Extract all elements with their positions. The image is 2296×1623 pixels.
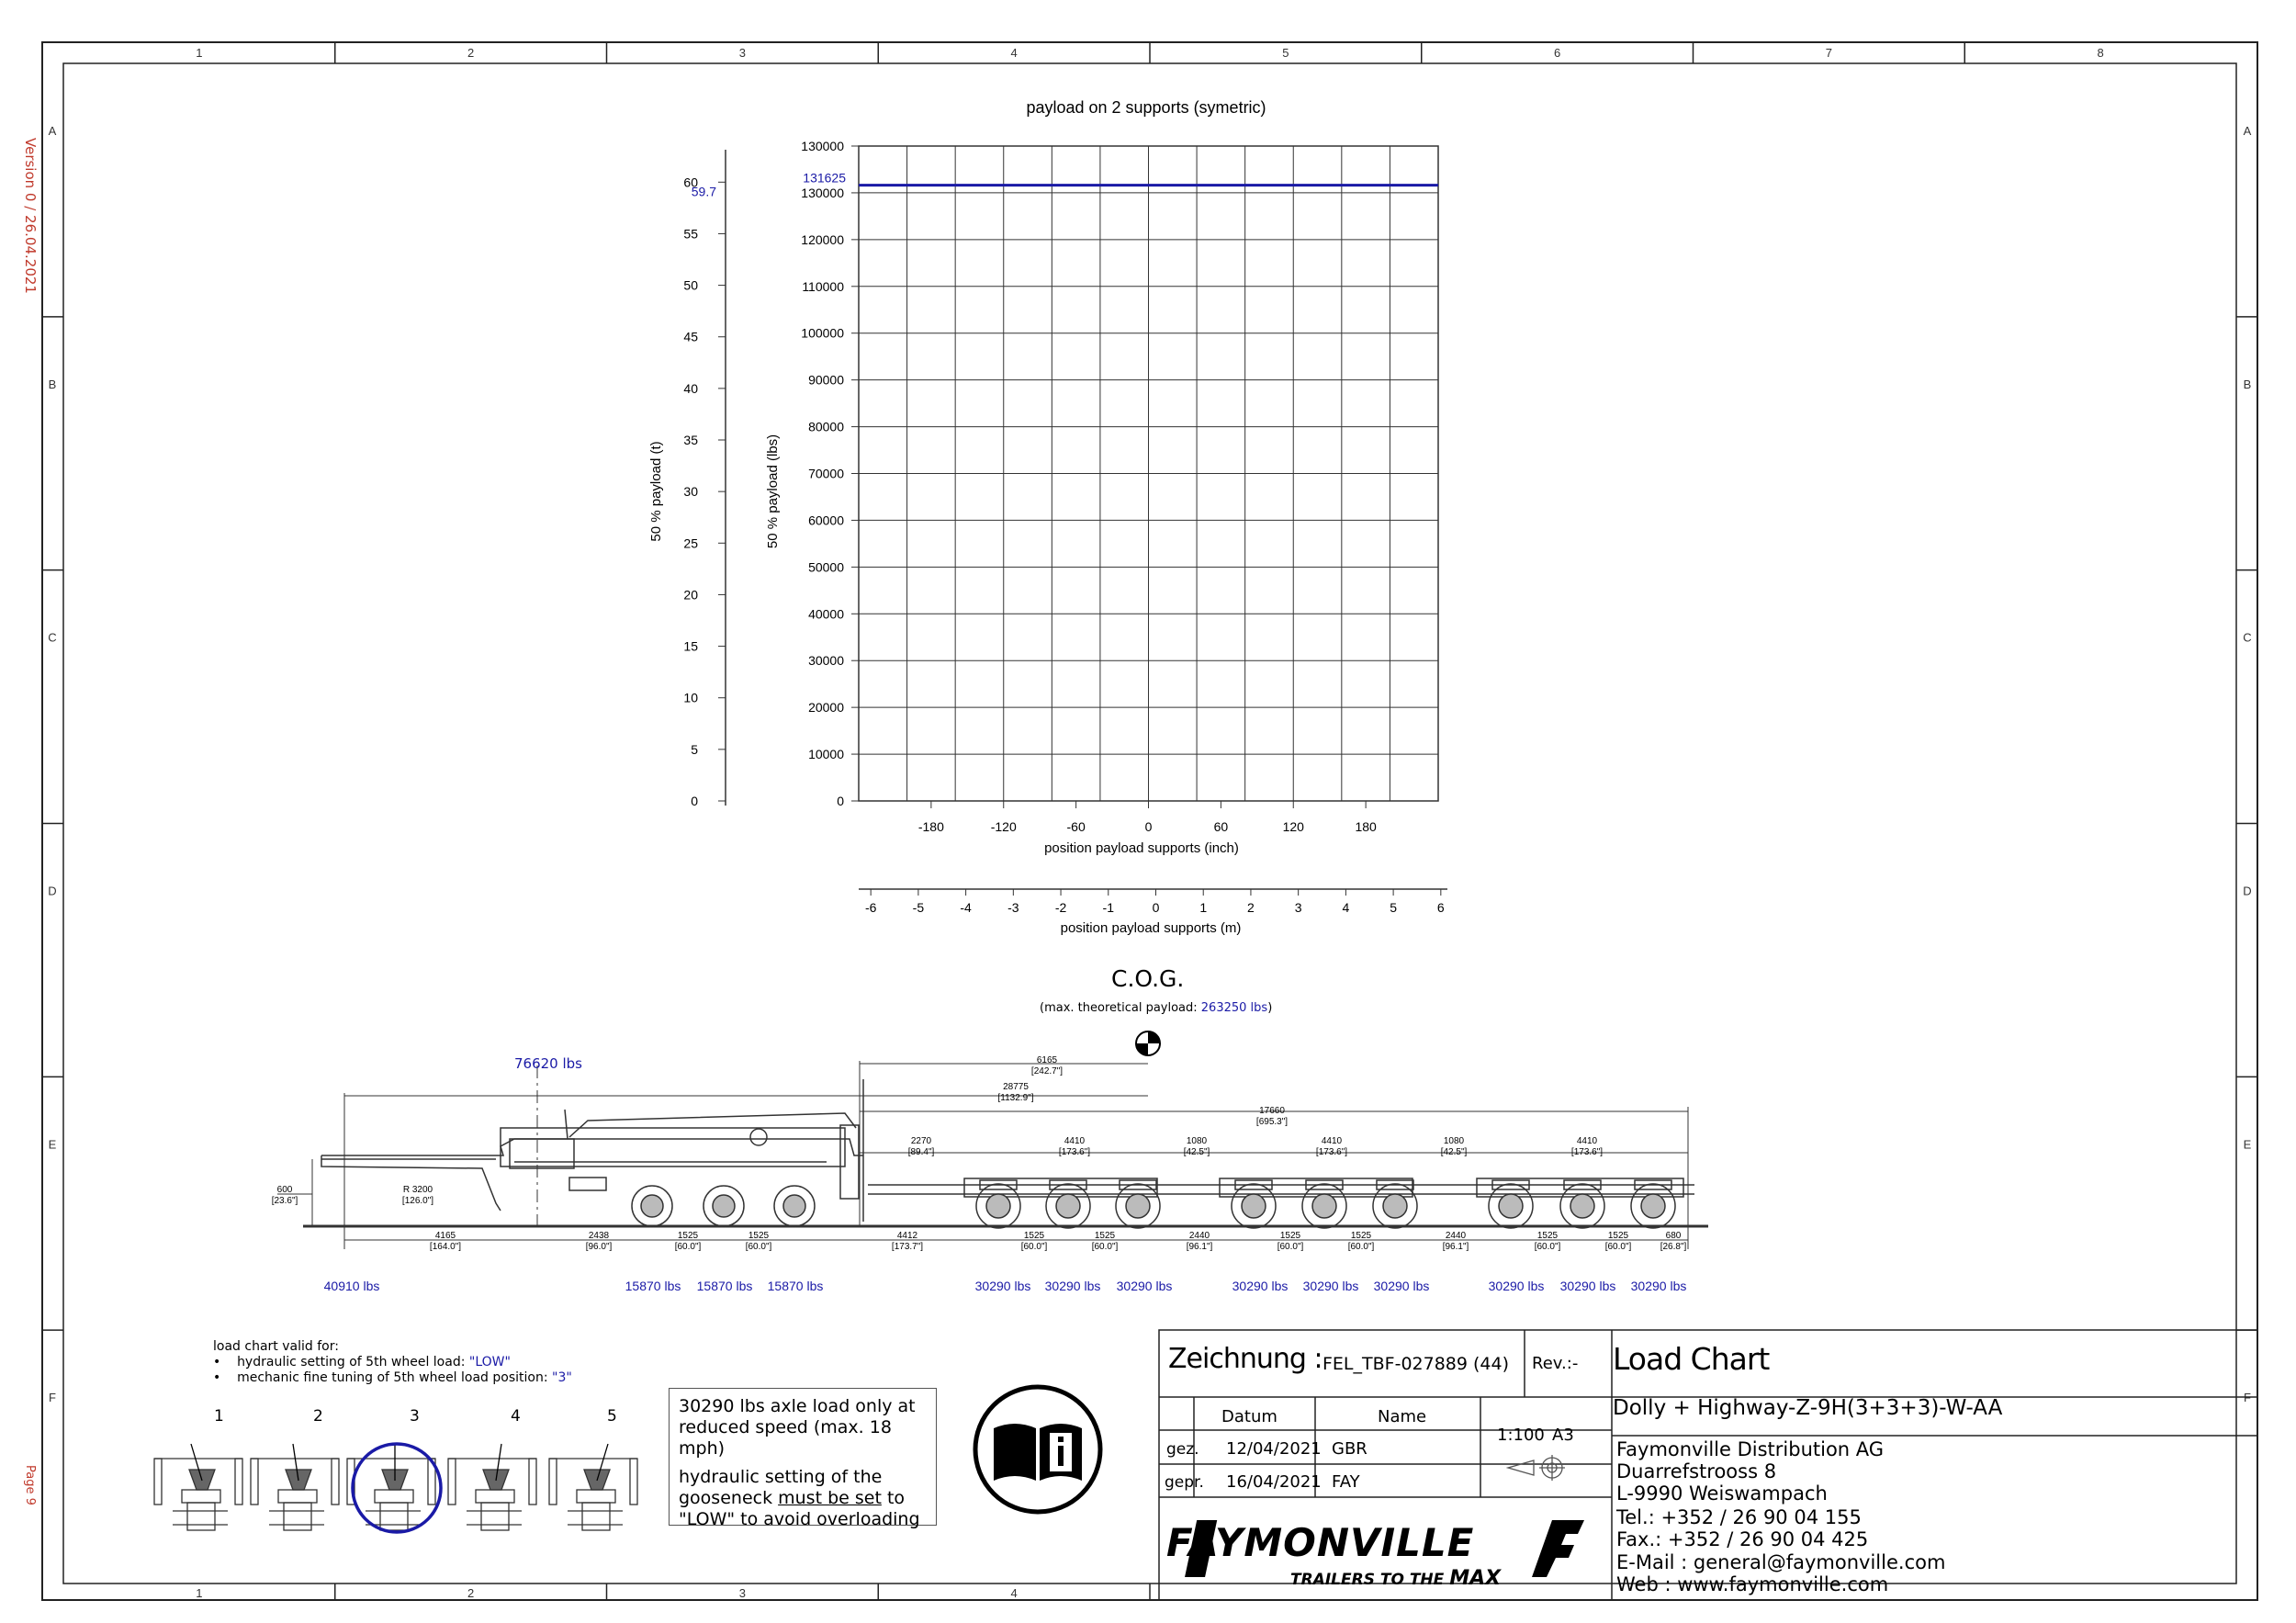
doc-title: Load Chart [1613,1341,1770,1377]
dimension-label: 4410 [1064,1136,1086,1146]
frame-col-label-top: 1 [196,46,203,60]
t-tick-label: 60 [683,175,698,190]
m-tick-label: 6 [1436,900,1445,915]
y-tick-label: 30000 [808,653,844,669]
x-tick-label: -180 [917,819,944,834]
company-web: Web : www.faymonville.com [1616,1573,1889,1595]
axle-load-trailer: 30290 lbs [1116,1279,1173,1293]
frame-col-label-bottom: 3 [738,1586,746,1600]
dimension-label: [42.5"] [1440,1147,1468,1157]
company-street: Duarrefstrooss 8 [1616,1460,1777,1482]
frame-row-label-left: B [48,377,57,391]
dimension-label: [1132.9"] [997,1093,1034,1103]
dimension-label: 2438 [588,1231,610,1241]
m-tick-label: -3 [1007,900,1019,915]
dimension-label: R 3200 [402,1185,433,1195]
frame-row-label-left: A [48,123,57,138]
t-tick-label: 0 [691,794,698,808]
m-tick-label: -6 [864,900,877,915]
m-tick-label: 4 [1342,900,1350,915]
m-tick-label: 0 [1152,900,1160,915]
dimension-label: 1525 [1607,1231,1629,1241]
valid-for-heading: load chart valid for: [213,1339,339,1354]
frame-col-label-bottom: 2 [467,1586,475,1600]
y-tick-label: 10000 [808,747,844,762]
dimension-label: [126.0"] [401,1196,434,1206]
chart-x-label: position payload supports (inch) [1044,840,1239,856]
x-tick-label: 180 [1355,819,1377,834]
fifth-wheel-position-4 [448,1444,536,1530]
position-label-3: 3 [410,1407,420,1426]
doc-subtitle: Dolly + Highway-Z-9H(3+3+3)-W-AA [1613,1396,2003,1420]
fifth-wheel-position-3 [347,1444,435,1530]
speed-note-box [669,1388,937,1529]
dimension-label: [173.7"] [891,1242,924,1252]
m-tick-label: 2 [1247,900,1255,915]
gez-label: gez. [1166,1440,1199,1459]
drawing-number: FEL_TBF-027889 (44) [1322,1354,1510,1374]
position-label-4: 4 [511,1407,521,1426]
company-name: Faymonville Distribution AG [1616,1438,1885,1460]
x-tick-label: 0 [1144,819,1153,834]
gez-date: 12/04/2021 [1226,1439,1322,1459]
axle-load-trailer: 30290 lbs [1044,1279,1101,1293]
frame-row-label-right: A [2243,123,2252,138]
dimension-label: 4410 [1321,1136,1343,1146]
fifth-wheel-diagrams [154,1444,637,1532]
t-tick-label: 15 [683,638,698,654]
position-label-5: 5 [607,1407,617,1426]
y-tick-label: 50000 [808,559,844,575]
max-payload-value: 263250 lbs [1200,1001,1268,1015]
frame-col-label-top: 8 [2097,46,2104,60]
dimension-label: 2440 [1445,1231,1467,1241]
y-tick-label: 60000 [808,513,844,528]
axle-load-dolly: 15870 lbs [625,1279,681,1293]
position-label-2: 2 [313,1407,323,1426]
dolly-king-pin [750,1129,767,1145]
t-tick-label: 10 [683,690,698,705]
dimension-label: [60.0"] [1534,1242,1561,1252]
m-tick-label: -2 [1054,900,1067,915]
m-tick-label: 1 [1199,900,1208,915]
fifth-wheel-position-2 [251,1444,339,1530]
frame-row-label-right: C [2243,630,2252,645]
y-tick-label: 0 [837,794,844,808]
version-text: Version 0 / 26.04.2021 [22,138,39,294]
frame-col-label-top: 4 [1010,46,1018,60]
dimension-label: 1525 [1094,1231,1116,1241]
dimension-label: [60.0"] [1347,1242,1375,1252]
m-tick-label: -5 [912,900,925,915]
frame-row-label-left: D [48,884,57,898]
projection-symbol-icon [1508,1455,1565,1481]
chart-m-label: position payload supports (m) [1060,920,1242,936]
dimension-label: [173.6"] [1315,1147,1348,1157]
frame-col-label-top: 5 [1282,46,1289,60]
chart-x-axis [918,801,1377,834]
axle-load-trailer: 30290 lbs [1630,1279,1687,1293]
kingpin-load: 76620 lbs [514,1055,582,1072]
y-tick-label: 80000 [808,419,844,434]
y-tick-label: 70000 [808,466,844,481]
note-bullet-2: • mechanic fine tuning of 5th wheel load position: "3" [213,1370,572,1385]
fifth-wheel-position-5 [549,1444,637,1530]
t-tick-label: 5 [691,741,698,757]
t-tick-label: 35 [683,433,698,448]
dimension-label: [26.8"] [1660,1242,1687,1252]
page-text: Page 9 [23,1465,37,1505]
chart-grid [859,146,1438,801]
gepr-label: gepr. [1165,1473,1204,1492]
gepr-name: FAY [1332,1472,1360,1492]
axle-load-trailer: 30290 lbs [1373,1279,1430,1293]
dimension-label: [164.0"] [429,1242,462,1252]
dimension-label: 1080 [1443,1136,1465,1146]
dimension-label: [60.0"] [1020,1242,1048,1252]
name-label: Name [1378,1407,1427,1426]
axle-load-dolly: 15870 lbs [767,1279,824,1293]
dimension-label: [173.6"] [1058,1147,1091,1157]
dimension-label: 4410 [1576,1136,1598,1146]
frame-row-label-right: D [2243,884,2252,898]
axle-load-trailer: 30290 lbs [1302,1279,1359,1293]
x-tick-label: -120 [990,819,1017,834]
company-city: L-9990 Weiswampach [1616,1482,1828,1505]
y-tick-label: 90000 [808,372,844,388]
x-tick-label: 60 [1213,819,1229,834]
dimension-label: [242.7"] [1030,1066,1064,1076]
frame-row-label-right: B [2243,377,2252,391]
gooseneck-deck [321,1139,863,1155]
dimension-label: 1525 [1536,1231,1559,1241]
frame-col-label-top: 6 [1554,46,1561,60]
frame-row-label-right: F [2244,1391,2251,1405]
y-tick-label: 130000 [801,185,844,200]
dimension-label: 600 [276,1185,293,1195]
dimension-label: 1525 [677,1231,699,1241]
dimension-label: [23.6"] [271,1196,298,1206]
t-tick-label: 55 [683,226,698,242]
t-tick-label: 30 [683,484,698,500]
frame-row-label-left: F [49,1391,56,1405]
position-label-1: 1 [214,1407,224,1426]
dimension-label: 17660 [1259,1106,1285,1116]
frame-col-label-bottom: 1 [196,1586,203,1600]
fifth-wheel-position-1 [154,1444,242,1530]
dimension-label: 4165 [434,1231,456,1241]
dimension-label: [60.0"] [1091,1242,1119,1252]
frame-row-label-left: C [48,630,57,645]
y-tick-label: 110000 [802,278,844,294]
dimension-label: 1080 [1186,1136,1208,1146]
frame-col-label-bottom: 4 [1010,1586,1018,1600]
x-tick-label: 120 [1282,819,1304,834]
chart-title: payload on 2 supports (symetric) [1026,98,1266,117]
m-tick-label: -1 [1102,900,1115,915]
axle-load-trailer: 30290 lbs [1232,1279,1289,1293]
revision-label: Rev.:- [1532,1354,1579,1373]
dimension-label: 2270 [910,1136,932,1146]
dimension-label: [89.4"] [907,1147,935,1157]
t-tick-label: 20 [683,587,698,603]
y-tick-label: 130000 [801,139,844,153]
axle-load-trailer: 30290 lbs [1559,1279,1616,1293]
x-tick-label: -60 [1066,819,1086,834]
y-tick-label: 20000 [808,700,844,716]
y-max-annotation: 131625 [803,170,846,186]
dimension-label: [60.0"] [745,1242,772,1252]
t-max-annotation: 59.7 [691,184,716,199]
axle-load-front: 40910 lbs [323,1279,380,1293]
chart-y-label: 50 % payload (lbs) [765,434,781,549]
chart-m-axis [859,889,1447,915]
company-fax: Fax.: +352 / 26 90 04 425 [1616,1528,1869,1550]
y-tick-label: 40000 [808,606,844,622]
company-email: E-Mail : general@faymonville.com [1616,1551,1946,1573]
dolly-body [501,1128,845,1167]
dimension-label: [173.6"] [1570,1147,1604,1157]
t-tick-label: 40 [683,380,698,396]
dimension-label: [60.0"] [1277,1242,1304,1252]
dimension-label: 28775 [1003,1082,1029,1092]
dimension-label: 2440 [1188,1231,1210,1241]
frame-col-label-top: 2 [467,46,475,60]
dimension-label: [60.0"] [674,1242,702,1252]
zeichnung-label: Zeichnung : [1168,1343,1322,1375]
y-tick-label: 100000 [801,325,844,341]
m-tick-label: 3 [1294,900,1302,915]
dimension-label: 6165 [1036,1055,1058,1065]
load-chart-notes [213,1339,572,1386]
chart-y-axis [801,139,859,808]
m-tick-label: -4 [960,900,972,915]
dimension-label: 1525 [1350,1231,1372,1241]
frame-row-label-right: E [2243,1137,2252,1152]
y-tick-label: 120000 [801,231,844,247]
manual-icon [975,1387,1100,1512]
m-tick-label: 5 [1390,900,1398,915]
dimension-label: [42.5"] [1183,1147,1210,1157]
dimension-label: [96.1"] [1442,1242,1469,1252]
axle-load-trailer: 30290 lbs [1488,1279,1545,1293]
frame-col-label-top: 3 [738,46,746,60]
datum-label: Datum [1221,1407,1277,1426]
dimension-label: 680 [1665,1231,1682,1241]
dimension-label: [60.0"] [1604,1242,1632,1252]
chart-t-axis [683,150,726,808]
dimension-label: 1525 [1023,1231,1045,1241]
frame-col-label-top: 7 [1825,46,1832,60]
brand-tagline: TRAILERS TO THE MAX [1290,1567,1502,1590]
dimension-label: 1525 [1279,1231,1301,1241]
dimension-label: [695.3"] [1255,1117,1289,1127]
dimension-label: 4412 [896,1231,918,1241]
gepr-date: 16/04/2021 [1226,1472,1322,1492]
dimension-label: [96.0"] [585,1242,613,1252]
frame-row-label-left: E [48,1137,57,1152]
chart-t-label: 50 % payload (t) [648,441,664,542]
gooseneck-note: hydraulic setting of the gooseneck must be set to "LOW" to avoid overloading [679,1467,920,1529]
cog-title: C.O.G. [1111,965,1185,992]
axle-load-trailer: 30290 lbs [974,1279,1031,1293]
dimension-label: [96.1"] [1186,1242,1213,1252]
sheet-format: A3 [1552,1426,1574,1445]
gez-name: GBR [1332,1439,1367,1459]
company-tel: Tel.: +352 / 26 90 04 155 [1616,1506,1862,1528]
t-tick-label: 25 [683,535,698,551]
axle-load-dolly: 15870 lbs [696,1279,753,1293]
t-tick-label: 50 [683,277,698,293]
brand-name: FAYMONVILLE [1166,1520,1475,1565]
speed-note: 30290 lbs axle load only at reduced speed (max. 18 mph) [679,1396,916,1459]
t-tick-label: 45 [683,329,698,344]
note-bullet-1: • hydraulic setting of 5th wheel load: "LOW" [213,1355,511,1369]
dimension-label: 1525 [748,1231,770,1241]
scale: 1:100 [1497,1426,1545,1445]
cog-subtitle: (max. theoretical payload: 263250 lbs) [1040,1001,1273,1015]
